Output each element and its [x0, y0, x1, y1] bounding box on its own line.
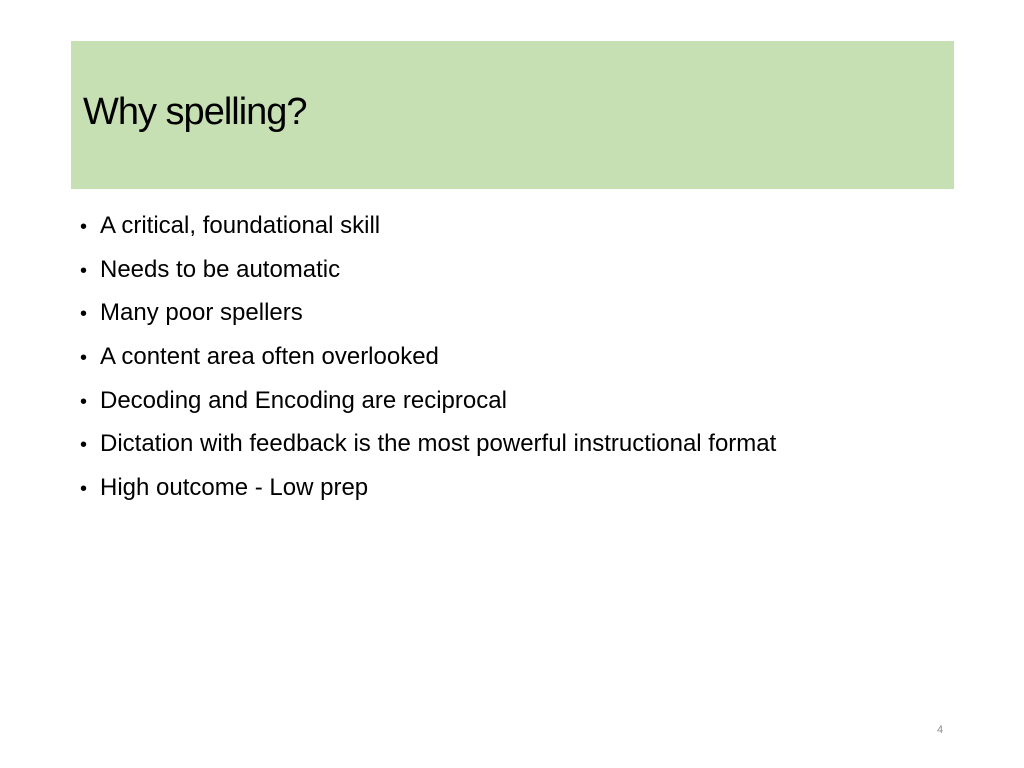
bullet-text: Needs to be automatic: [100, 255, 341, 283]
bullet-item: [80, 248, 776, 292]
bullet-text: A content area often overlooked: [100, 343, 439, 371]
bullet-icon: •: [80, 478, 88, 501]
page-number: 4: [936, 724, 944, 736]
bullet-icon: •: [80, 303, 88, 326]
bullet-item: [80, 204, 776, 248]
bullet-item: [80, 379, 776, 423]
bullet-list: [80, 204, 776, 510]
bullet-item: [80, 335, 776, 379]
bullet-icon: •: [80, 216, 88, 238]
bullet-text: Dictation with feedback is the most powerful instructional format: [100, 430, 777, 458]
bullet-text: Many poor spellers: [100, 299, 303, 327]
slide-title: Why spelling?: [83, 91, 307, 133]
bullet-icon: •: [80, 390, 88, 413]
bullet-item: [80, 291, 776, 335]
bullet-icon: •: [80, 434, 88, 457]
title-band: [71, 41, 954, 189]
bullet-text: Decoding and Encoding are reciprocal: [100, 386, 507, 414]
bullet-item: [80, 466, 776, 510]
bullet-text: A critical, foundational skill: [100, 212, 381, 239]
bullet-icon: •: [80, 347, 88, 370]
bullet-text: High outcome - Low prep: [100, 474, 369, 502]
bullet-item: [80, 422, 776, 466]
bullet-icon: •: [80, 259, 88, 282]
